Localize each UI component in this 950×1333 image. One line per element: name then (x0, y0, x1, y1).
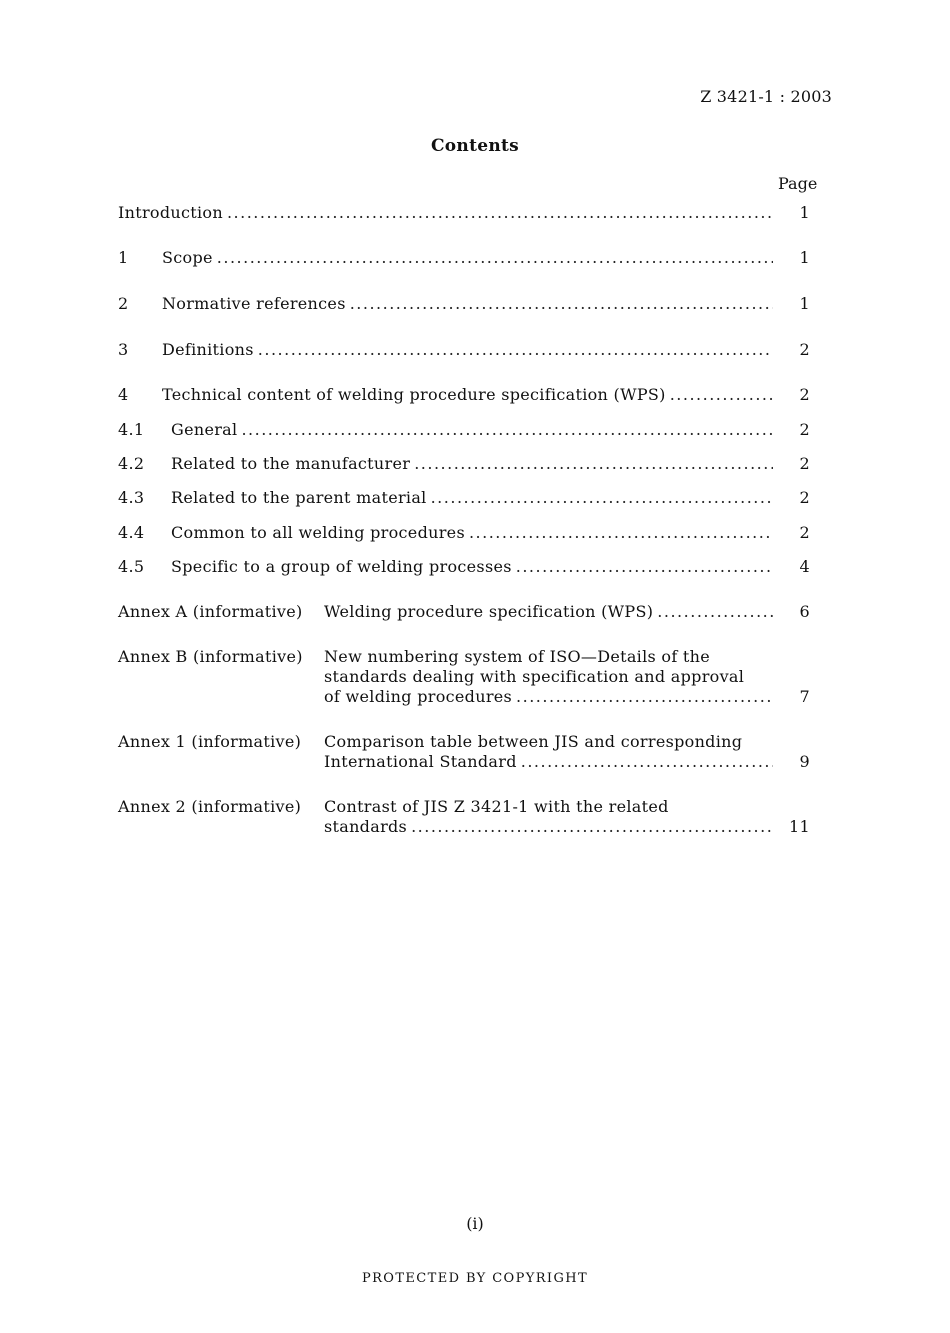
leader-dots (516, 687, 773, 707)
toc-title: Normative references (162, 294, 346, 313)
page-title: Contents (430, 136, 520, 156)
toc-entry-technical-content[interactable] (118, 385, 810, 405)
leader-dots (411, 817, 773, 837)
toc-page-number: 7 (799, 687, 810, 706)
toc-entry-introduction[interactable] (118, 203, 810, 223)
toc-title-line: standards (324, 817, 408, 836)
footer-page-number: (i) (466, 1214, 484, 1233)
toc-page-number: 2 (799, 385, 810, 404)
toc-entry-annex-2[interactable] (118, 797, 810, 837)
toc-page-number: 2 (799, 523, 810, 542)
toc-page-number: 1 (799, 294, 810, 313)
toc-title-line: Comparison table between JIS and corresponding (324, 732, 743, 751)
copyright-notice: PROTECTED BY COPYRIGHT (361, 1271, 589, 1286)
toc-page-number: 1 (799, 203, 810, 222)
toc-title: Definitions (162, 340, 254, 359)
toc-title: Technical content of welding procedure specification (WPS) (162, 385, 666, 404)
annex-label: Annex 1 (informative) (118, 732, 302, 751)
toc-page-number: 2 (799, 488, 810, 507)
toc-title: Related to the parent material (171, 488, 427, 507)
toc-title-line: International Standard (324, 752, 517, 771)
toc-entry-annex-1[interactable] (118, 732, 810, 772)
toc-section-number: 4.5 (118, 557, 145, 576)
toc-page-number: 11 (789, 817, 810, 836)
toc-entry-general[interactable] (118, 420, 810, 440)
toc-entry-definitions[interactable] (118, 340, 810, 360)
toc-entry-manufacturer[interactable] (118, 454, 810, 474)
toc-section-number: 4.3 (118, 488, 145, 507)
toc-section-number: 4.2 (118, 454, 145, 473)
toc-title-line: New numbering system of ISO—Details of the (324, 647, 711, 666)
toc-entry-annex-b[interactable] (118, 647, 810, 707)
page-column-label: Page (778, 174, 818, 193)
toc-entry-common-procedures[interactable] (118, 523, 810, 543)
leader-dots (431, 488, 773, 508)
toc-page-number: 4 (799, 557, 810, 576)
toc-title: Welding procedure specification (WPS) (324, 602, 654, 621)
annex-label: Annex A (informative) (118, 602, 303, 621)
toc-section-number: 3 (118, 340, 129, 359)
toc-title: Common to all welding procedures (171, 523, 465, 542)
toc-title: Specific to a group of welding processes (171, 557, 512, 576)
leader-dots (241, 420, 773, 440)
toc-title-line: Contrast of JIS Z 3421-1 with the related (324, 797, 669, 816)
toc-title: Scope (162, 248, 213, 267)
leader-dots (521, 752, 773, 772)
leader-dots (469, 523, 773, 543)
leader-dots (670, 385, 773, 405)
toc-section-number: 4.4 (118, 523, 145, 542)
toc-section-number: 4.1 (118, 420, 145, 439)
toc-title: Introduction (118, 203, 223, 222)
toc-page-number: 2 (799, 340, 810, 359)
toc-page-number: 2 (799, 454, 810, 473)
toc-entry-specific-processes[interactable] (118, 557, 810, 577)
toc-entry-parent-material[interactable] (118, 488, 810, 508)
toc-section-number: 1 (118, 248, 129, 267)
leader-dots (657, 602, 773, 622)
standard-number: Z 3421-1 : 2003 (700, 87, 832, 106)
leader-dots (414, 454, 773, 474)
toc-title-line: of welding procedures (324, 687, 513, 706)
toc-entry-annex-a[interactable] (118, 602, 810, 622)
leader-dots (258, 340, 773, 360)
leader-dots (516, 557, 773, 577)
toc-page-number: 1 (799, 248, 810, 267)
toc-title-line: standards dealing with specification and approval (324, 667, 745, 686)
leader-dots (350, 294, 773, 314)
toc-entry-normative-references[interactable] (118, 294, 810, 314)
toc-section-number: 2 (118, 294, 129, 313)
toc-page-number: 9 (799, 752, 810, 771)
toc-page-number: 6 (799, 602, 810, 621)
toc-section-number: 4 (118, 385, 129, 404)
leader-dots (227, 203, 773, 223)
annex-label: Annex B (informative) (118, 647, 303, 666)
toc-title: Related to the manufacturer (171, 454, 411, 473)
toc-entry-scope[interactable] (118, 248, 810, 268)
annex-label: Annex 2 (informative) (118, 797, 302, 816)
leader-dots (217, 248, 773, 268)
toc-page-number: 2 (799, 420, 810, 439)
toc-title: General (171, 420, 238, 439)
